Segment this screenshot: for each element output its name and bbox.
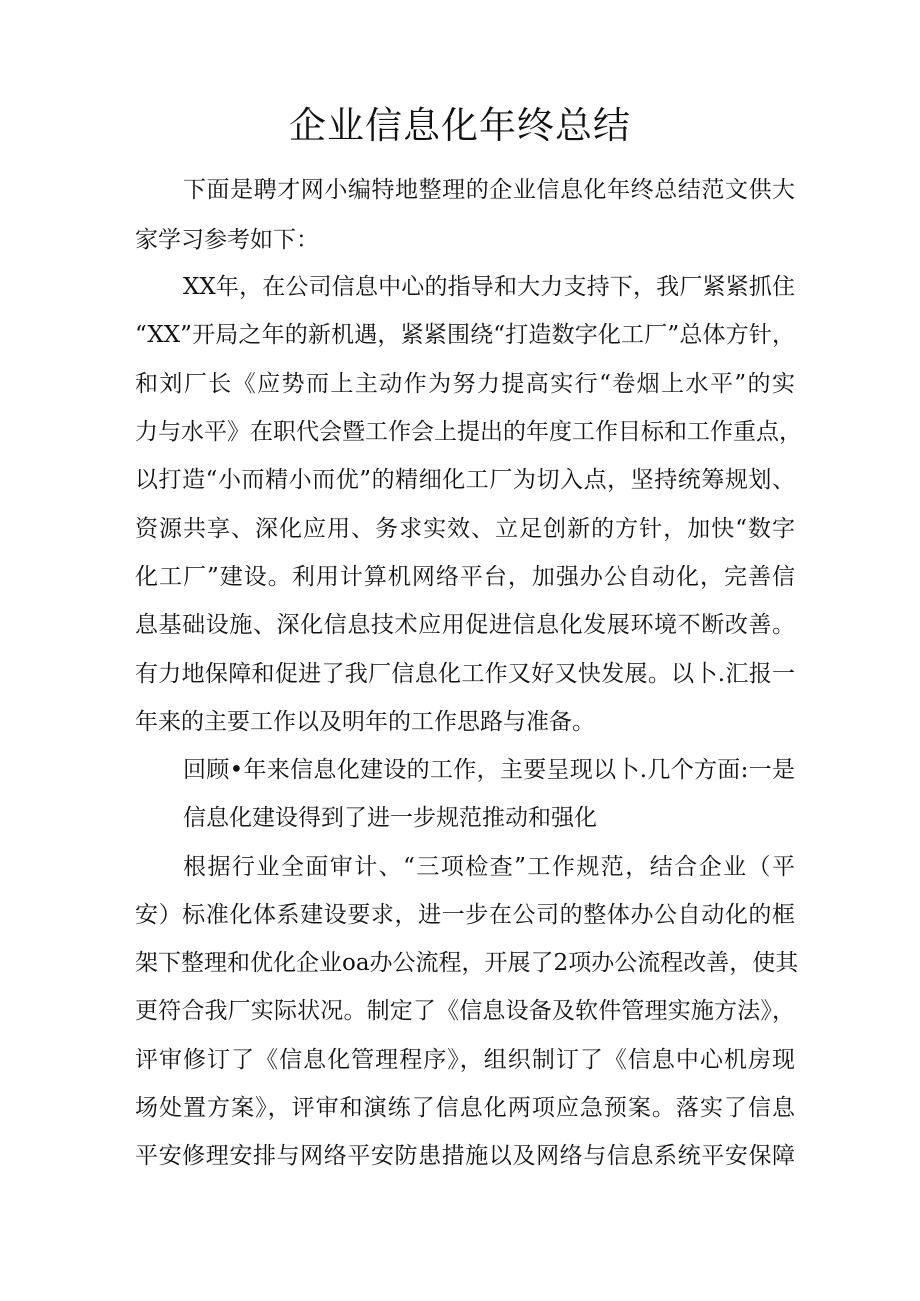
- paragraph-line: 力与水平》在职代会暨工作会上提出的年度工作目标和工作重点，: [135, 419, 802, 445]
- paragraph-line: 回顾•年来信息化建设的工作，主要呈现以卜.几个方面:一是: [183, 757, 795, 783]
- paragraph-line: 有力地保障和促进了我厂信息化工作又好又快发展。以卜.汇报一: [135, 661, 795, 687]
- paragraph-line: 根据行业全面审计、“三项检查”工作规范，结合企业（平: [183, 854, 795, 880]
- paragraph-line: “XX”开局之年的新机遇，紧紧围绕“打造数字化工厂”总体方针，: [135, 322, 795, 348]
- paragraph-line: 评审修订了《信息化管理程序》，组织制订了《信息中心机房现: [135, 1047, 795, 1073]
- paragraph-line: 和刘厂长《应势而上主动作为努力提高实行“卷烟上水平”的实: [135, 371, 795, 397]
- paragraph-line: 资源共享、深化应用、务求实效、立足创新的方针，加快“数字: [135, 516, 795, 542]
- paragraph-line: 架下整理和优化企业oa办公流程，开展了2项办公流程改善，使其: [135, 950, 799, 976]
- paragraph-line: 场处置方案》，评审和演练了信息化两项应急预案。落实了信息: [135, 1095, 795, 1121]
- paragraph-line: 息基础设施、深化信息技术应用促进信息化发展环境不断改善。: [135, 612, 795, 638]
- paragraph-line: 年来的主要工作以及明年的工作思路与准备。: [135, 709, 595, 735]
- paragraph-line: 平安修理安排与网络平安防患措施以及网络与信息系统平安保障: [135, 1143, 795, 1169]
- paragraph-line: 家学习参考如下：: [135, 227, 319, 253]
- paragraph-line: 下面是聘才网小编特地整理的企业信息化年终总结范文供大: [183, 177, 795, 203]
- paragraph-line: 更符合我厂实际状况。制定了《信息设备及软件管理实施方法》，: [135, 998, 795, 1024]
- paragraph-line: 信息化建设得到了进一步规范推动和强化: [183, 805, 597, 831]
- paragraph-line: 化工厂”建设。利用计算机网络平台，加强办公自动化，完善信: [135, 564, 795, 590]
- paragraph-line: 以打造“小而精小而优”的精细化工厂为切入点，坚持统筹规划、: [135, 467, 795, 493]
- paragraph-line: XX年，在公司信息中心的指导和大力支持下，我厂紧紧抓住: [183, 274, 795, 300]
- paragraph-line: 安）标准化体系建设要求，进一步在公司的整体办公自动化的框: [135, 902, 795, 928]
- document-title: 企业信息化年终总结: [289, 104, 631, 147]
